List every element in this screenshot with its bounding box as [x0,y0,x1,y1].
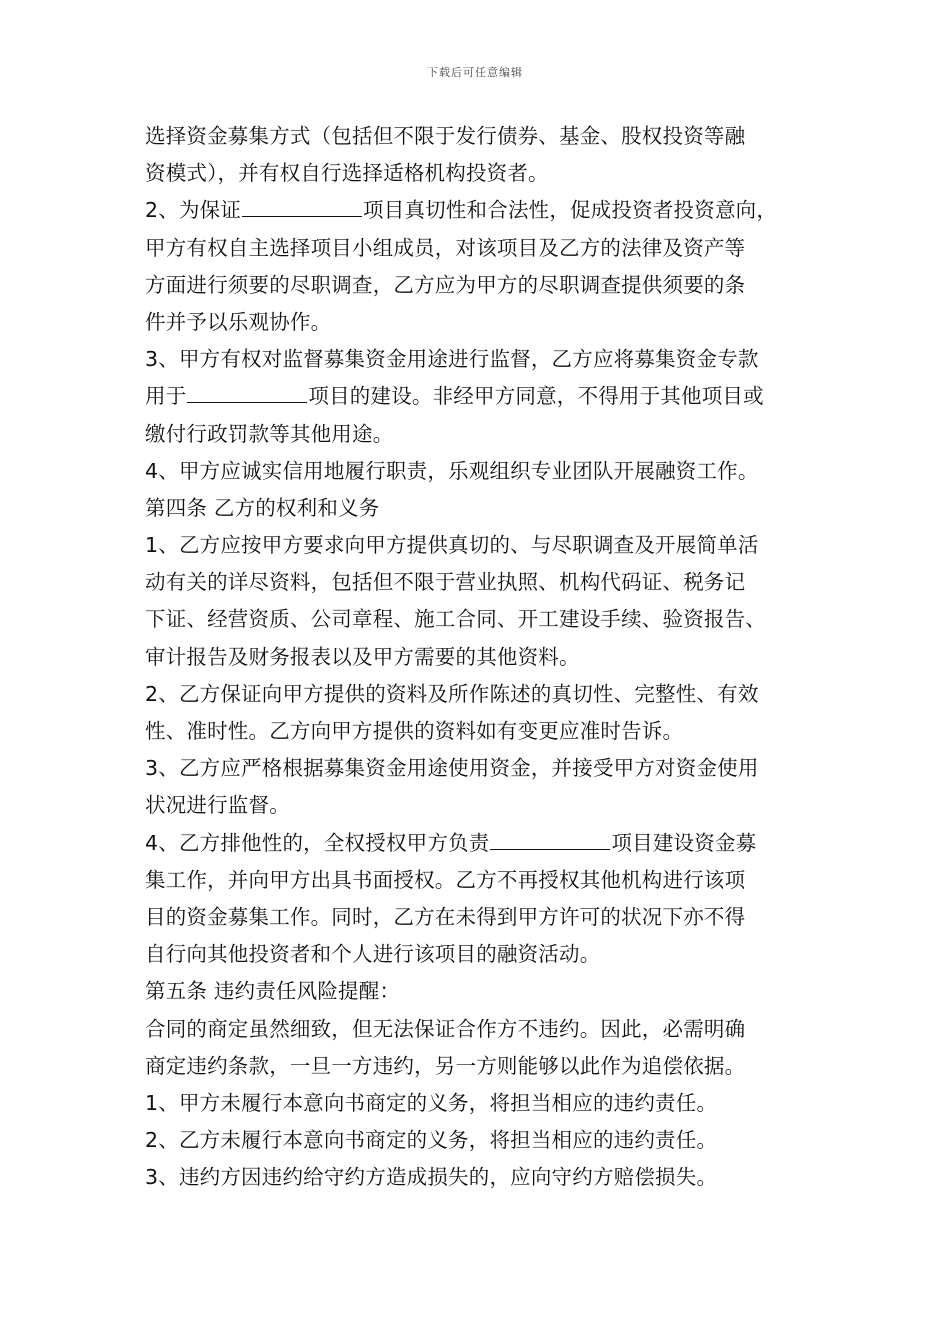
text-line: 3、乙方应严格根据募集资金用途使用资金，并接受甲方对资金使用 [145,756,759,781]
text-fragment: 项目的建设。非经甲方同意，不得用于其他项目或 [308,384,764,409]
section-heading: 第四条 乙方的权利和义务 [145,495,380,520]
text-line: 动有关的详尽资料，包括但不限于营业执照、机构代码证、税务记 [145,570,746,595]
section-heading: 第五条 违约责任风险提醒： [145,979,401,1004]
fill-in-blank [187,380,307,403]
fill-in-blank [242,194,362,217]
text-line: 合同的商定虽然细致，但无法保证合作方不违约。因此，必需明确 [145,1016,746,1041]
text-fragment: 4、乙方排他性的，全权授权甲方负责 [145,830,490,855]
text-fragment: 项目建设资金募 [611,830,757,855]
text-fragment: 用于 [145,384,187,409]
text-line: 下证、经营资质、公司章程、施工合同、开工建设手续、验资报告、 [145,607,766,632]
text-line: 性、准时性。乙方向甲方提供的资料如有变更应准时告诉。 [145,719,684,743]
text-line: 资模式），并有权自行选择适格机构投资者。 [145,161,549,186]
text-line: 1、甲方未履行本意向书商定的义务，将担当相应的违约责任。 [145,1090,718,1115]
text-line: 3、甲方有权对监督募集资金用途进行监督，乙方应将募集资金专款 [145,347,759,372]
text-fragment: 项目真切性和合法性，促成投资者投资意向， [363,198,778,223]
text-line: 状况进行监督。 [145,793,290,818]
text-line-with-blank [145,825,835,862]
text-line: 审计报告及财务报表以及甲方需要的其他资料。 [145,644,580,669]
text-line: 件并予以乐观协作。 [145,309,332,334]
text-fragment: 2、为保证 [145,198,242,223]
text-line: 集工作，并向甲方出具书面授权。乙方不再授权其他机构进行该项 [145,867,746,892]
text-line: 2、乙方保证向甲方提供的资料及所作陈述的真切性、完整性、有效 [145,681,759,706]
text-line: 方面进行须要的尽职调查，乙方应为甲方的尽职调查提供须要的条 [145,272,746,297]
text-line: 缴付行政罚款等其他用途。 [145,421,394,446]
text-line: 4、甲方应诚实信用地履行职责，乐观组织专业团队开展融资工作。 [145,458,759,483]
text-line: 选择资金募集方式（包括但不限于发行债券、基金、股权投资等融 [145,124,746,148]
fill-in-blank [490,827,610,850]
text-line-with-blank [145,378,835,415]
text-line: 商定违约条款，一旦一方违约，另一方则能够以此作为追偿依据。 [145,1053,746,1078]
text-line: 2、乙方未履行本意向书商定的义务，将担当相应的违约责任。 [145,1128,718,1153]
text-line: 目的资金募集工作。同时，乙方在未得到甲方许可的状况下亦不得 [145,904,746,929]
document-body [145,118,835,1196]
text-line: 1、乙方应按甲方要求向甲方提供真切的、与尽职调查及开展简单活 [145,533,759,558]
text-line: 甲方有权自主选择项目小组成员，对该项目及乙方的法律及资产等 [145,235,746,260]
page-header-note: 下载后可任意编辑 [427,66,523,79]
text-line: 3、违约方因违约给守约方造成损失的，应向守约方赔偿损失。 [145,1165,718,1190]
text-line-with-blank [145,192,835,229]
text-line: 自行向其他投资者和个人进行该项目的融资活动。 [145,942,601,967]
